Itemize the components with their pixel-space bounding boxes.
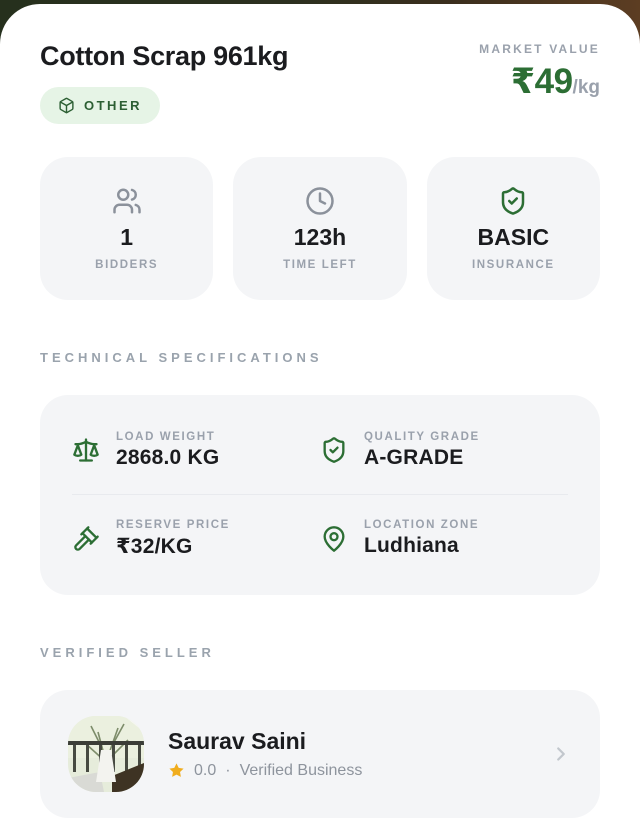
spec-text bbox=[364, 431, 480, 470]
spec-item-reserve-price bbox=[72, 519, 320, 559]
spec-text bbox=[116, 519, 230, 559]
stat-card-time-left bbox=[233, 157, 406, 300]
location-zone-value: Ludhiana bbox=[364, 534, 459, 558]
seller-rating-row bbox=[168, 762, 526, 780]
seller-rating-value: 0.0 bbox=[194, 761, 217, 779]
spec-text bbox=[116, 431, 219, 470]
clock-icon bbox=[305, 186, 335, 216]
stat-card-bidders bbox=[40, 157, 213, 300]
listing-detail-sheet bbox=[0, 4, 640, 834]
stats-row bbox=[40, 157, 600, 300]
seller-badge: Verified Business bbox=[239, 761, 363, 779]
price-amount: ₹49 bbox=[510, 62, 573, 101]
package-icon bbox=[58, 97, 75, 114]
header-left bbox=[40, 42, 288, 124]
stat-card-insurance bbox=[427, 157, 600, 300]
bidders-label: BIDDERS bbox=[95, 258, 159, 271]
insurance-label: INSURANCE bbox=[471, 258, 555, 271]
reserve-price-label: RESERVE PRICE bbox=[116, 518, 230, 531]
market-price bbox=[479, 62, 600, 102]
spec-row-1 bbox=[72, 407, 568, 494]
specs-heading: TECHNICAL SPECIFICATIONS bbox=[40, 349, 323, 365]
seller-avatar bbox=[68, 716, 144, 792]
market-value-label: MARKET VALUE bbox=[479, 42, 600, 56]
spec-card bbox=[40, 395, 600, 595]
load-weight-label: LOAD WEIGHT bbox=[116, 430, 216, 443]
load-weight-value: 2868.0 KG bbox=[116, 445, 220, 469]
price-unit: /kg bbox=[572, 77, 600, 98]
time-left-value: 123h bbox=[293, 223, 347, 250]
seller-heading: VERIFIED SELLER bbox=[40, 644, 215, 660]
star-icon bbox=[168, 762, 185, 779]
spec-text bbox=[364, 519, 479, 558]
page-title: Cotton Scrap 961kg bbox=[40, 41, 289, 71]
quality-grade-value: A-GRADE bbox=[364, 445, 464, 469]
spec-item-quality-grade bbox=[320, 431, 568, 470]
category-badge bbox=[40, 87, 160, 124]
insurance-value: BASIC bbox=[477, 223, 550, 250]
shield-check-icon bbox=[320, 436, 348, 464]
users-icon bbox=[112, 186, 142, 216]
scale-icon bbox=[72, 436, 100, 464]
gavel-icon bbox=[72, 525, 100, 553]
shield-check-icon bbox=[498, 186, 528, 216]
location-zone-label: LOCATION ZONE bbox=[364, 519, 480, 532]
chevron-right-icon[interactable] bbox=[550, 743, 572, 765]
bidders-value: 1 bbox=[120, 223, 134, 250]
spec-item-load-weight bbox=[72, 431, 320, 470]
spec-item-location-zone bbox=[320, 519, 568, 559]
category-badge-label: OTHER bbox=[84, 97, 142, 113]
spec-row-2 bbox=[72, 495, 568, 583]
avatar-photo bbox=[68, 716, 144, 792]
market-value bbox=[479, 42, 600, 102]
rating-separator: · bbox=[225, 761, 231, 779]
header bbox=[40, 42, 600, 124]
seller-info bbox=[168, 728, 526, 780]
map-pin-icon bbox=[320, 525, 348, 553]
seller-card[interactable] bbox=[40, 690, 600, 818]
seller-name: Saurav Saini bbox=[168, 727, 307, 754]
reserve-price-value: ₹32/KG bbox=[116, 534, 193, 558]
time-left-label: TIME LEFT bbox=[283, 258, 357, 271]
quality-grade-label: QUALITY GRADE bbox=[364, 430, 480, 443]
